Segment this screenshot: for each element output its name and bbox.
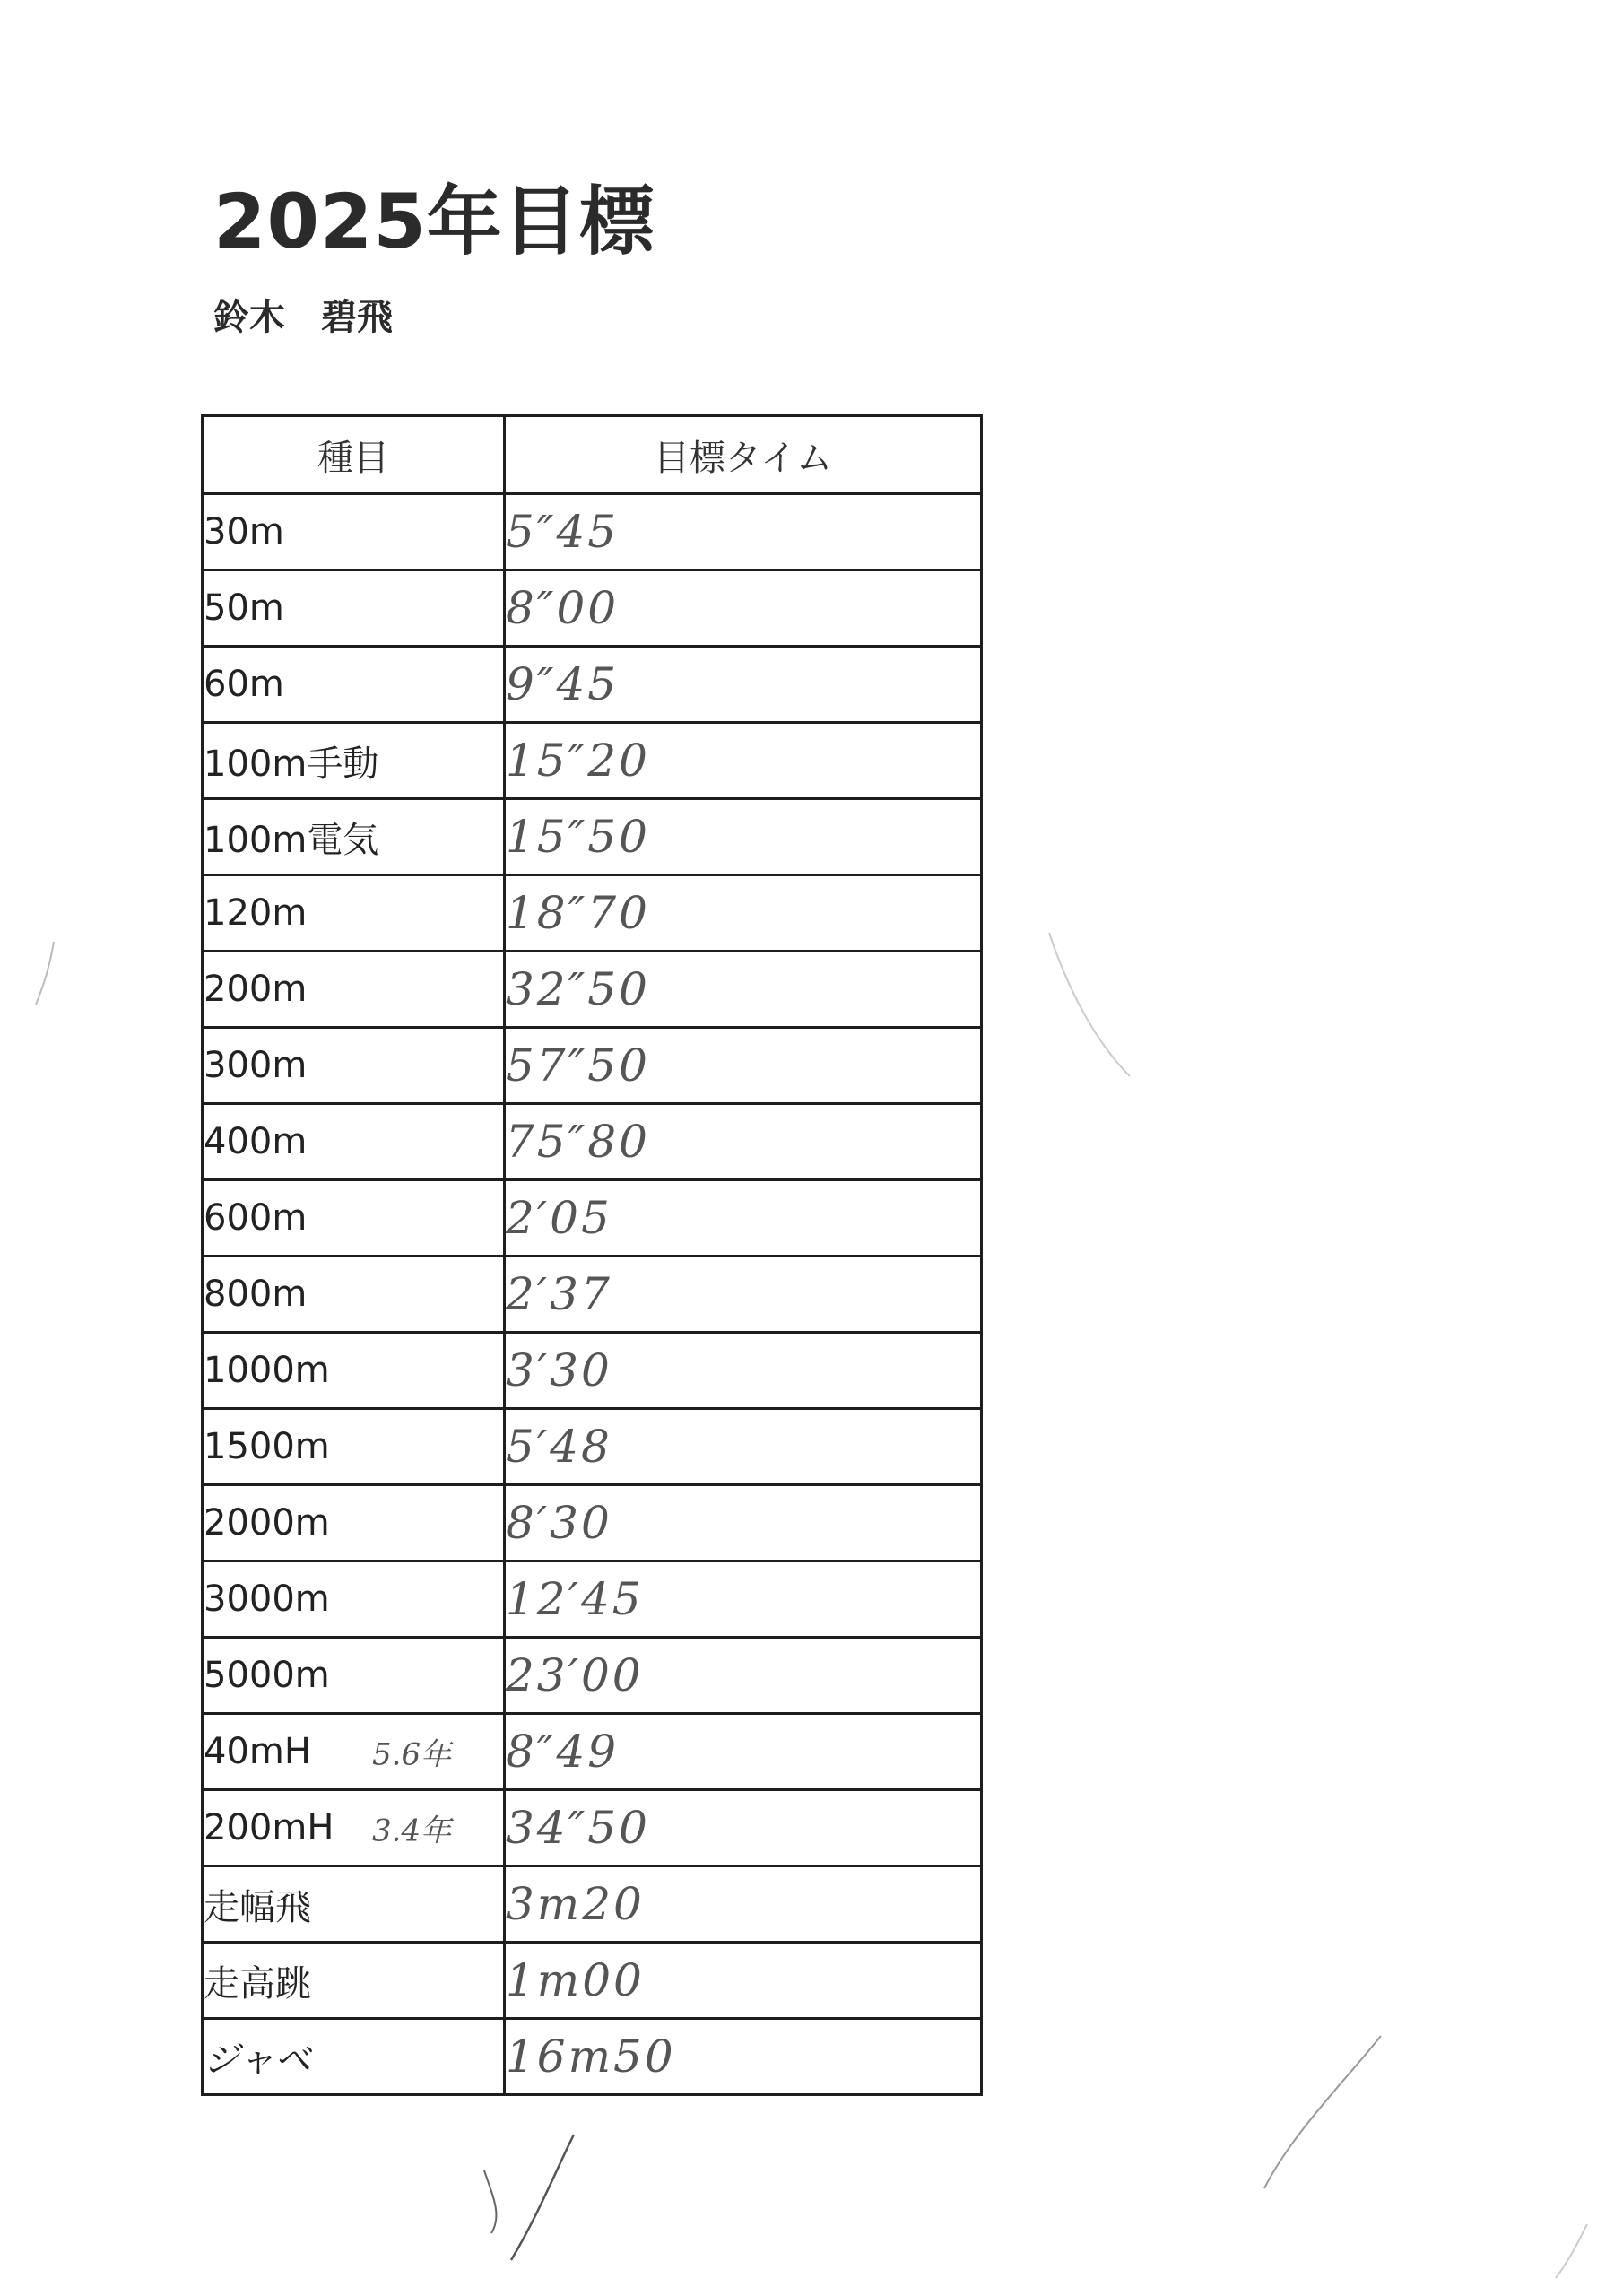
table-row: [203, 875, 982, 952]
table-row: [203, 1561, 982, 1638]
student-name: 鈴木 碧飛: [213, 297, 393, 338]
time-cell: 34″50: [505, 1790, 982, 1866]
event-cell: 300m: [203, 1028, 505, 1104]
time-cell: 32″50: [505, 952, 982, 1028]
table-row: [203, 1714, 982, 1790]
table-row: [203, 1409, 982, 1485]
table-row: [203, 647, 982, 723]
grade-note: 3.4年: [372, 1813, 452, 1849]
time-cell: 23′00: [505, 1638, 982, 1714]
time-cell: 12′45: [505, 1561, 982, 1638]
event-cell-with-note: [203, 1790, 505, 1866]
table-row: [203, 1866, 982, 1943]
event-cell: 1500m: [203, 1409, 505, 1485]
header-target-time: 目標タイム: [505, 416, 982, 494]
time-cell: 15″50: [505, 799, 982, 875]
event-cell: 800m: [203, 1257, 505, 1333]
event-cell: 50m: [203, 570, 505, 647]
table-row-handwritten: [203, 2019, 982, 2095]
time-cell: 3m20: [505, 1866, 982, 1943]
goal-table: [201, 414, 983, 2096]
event-cell: 100m手動: [203, 723, 505, 799]
event-cell: 400m: [203, 1104, 505, 1180]
table-row: [203, 570, 982, 647]
table-row: [203, 723, 982, 799]
table-row: [203, 1180, 982, 1257]
event-label: 200mH: [204, 1807, 334, 1848]
table-row: [203, 1790, 982, 1866]
time-cell: 8″49: [505, 1714, 982, 1790]
event-label: 40mH: [204, 1731, 311, 1772]
event-cell: 200m: [203, 952, 505, 1028]
event-cell: 120m: [203, 875, 505, 952]
time-cell: 9″45: [505, 647, 982, 723]
table-row: [203, 1104, 982, 1180]
table-row: [203, 799, 982, 875]
time-cell: 18″70: [505, 875, 982, 952]
table-row: [203, 952, 982, 1028]
time-cell: 1m00: [505, 1943, 982, 2019]
document-title: 2025年目標: [213, 178, 655, 265]
time-cell: 8′30: [505, 1485, 982, 1561]
event-cell: 走高跳: [203, 1943, 505, 2019]
table-row: [203, 1028, 982, 1104]
time-cell: 16m50: [505, 2019, 982, 2095]
time-cell: 8″00: [505, 570, 982, 647]
time-cell: 57″50: [505, 1028, 982, 1104]
event-cell: 1000m: [203, 1333, 505, 1409]
table-row: [203, 494, 982, 570]
time-cell: 2′05: [505, 1180, 982, 1257]
grade-note: 5.6年: [372, 1736, 452, 1773]
event-cell: 5000m: [203, 1638, 505, 1714]
event-cell: 30m: [203, 494, 505, 570]
time-cell: 75″80: [505, 1104, 982, 1180]
time-cell: 2′37: [505, 1257, 982, 1333]
event-cell: 60m: [203, 647, 505, 723]
header-event: 種目: [203, 416, 505, 494]
event-cell: 100m電気: [203, 799, 505, 875]
event-cell: 600m: [203, 1180, 505, 1257]
event-cell: 走幅飛: [203, 1866, 505, 1943]
time-cell: 3′30: [505, 1333, 982, 1409]
event-cell: ジャベ: [203, 2019, 505, 2095]
table-row: [203, 1333, 982, 1409]
table-row: [203, 1943, 982, 2019]
event-cell: 3000m: [203, 1561, 505, 1638]
time-cell: 5″45: [505, 494, 982, 570]
table-row: [203, 1638, 982, 1714]
table-header-row: [203, 416, 982, 494]
table-row: [203, 1485, 982, 1561]
event-cell: 2000m: [203, 1485, 505, 1561]
time-cell: 15″20: [505, 723, 982, 799]
time-cell: 5′48: [505, 1409, 982, 1485]
table-row: [203, 1257, 982, 1333]
event-cell-with-note: [203, 1714, 505, 1790]
